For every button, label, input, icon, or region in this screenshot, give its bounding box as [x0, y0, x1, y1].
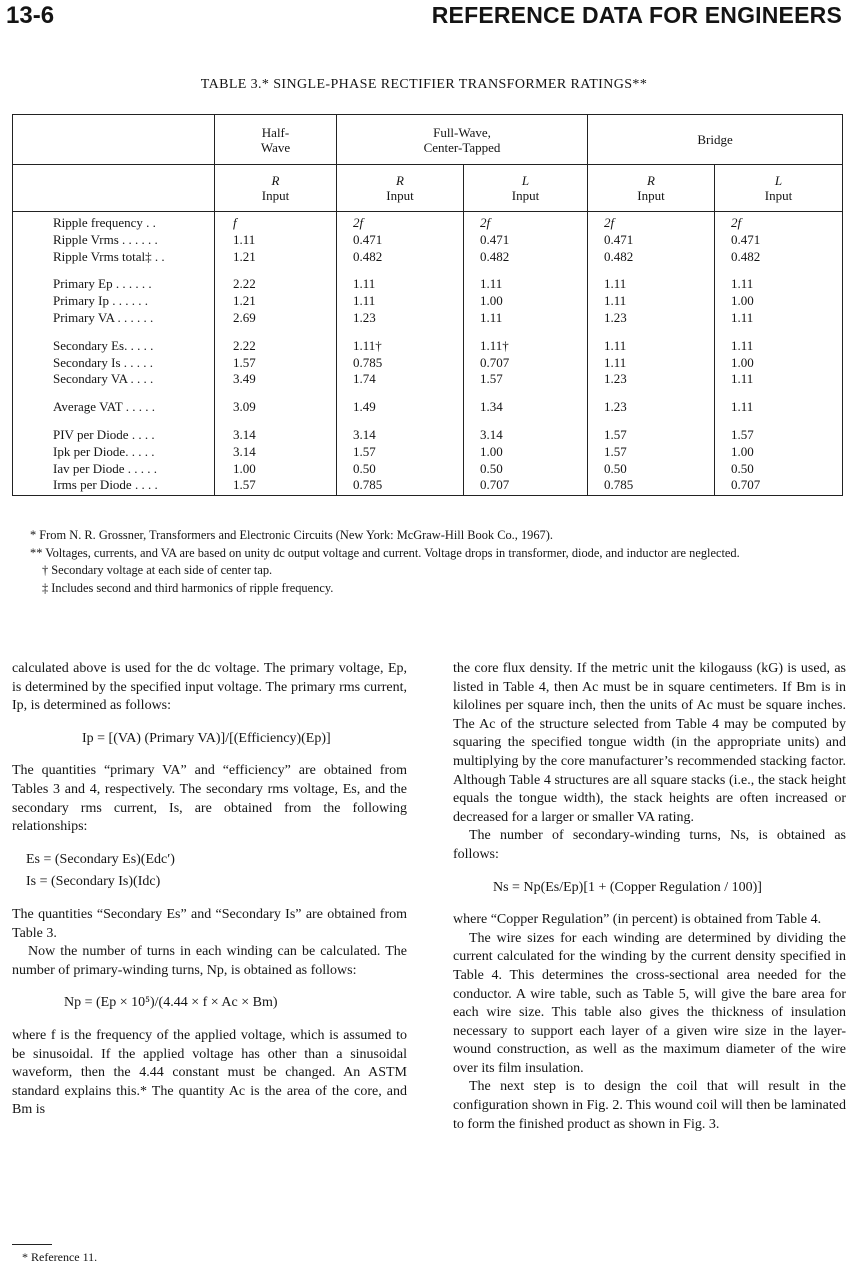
- table-cell: 1.57: [464, 371, 588, 388]
- table-cell: 1.00: [715, 293, 843, 310]
- equation: Ns = Np(Es/Ep)[1 + (Copper Regulation / 100)]: [493, 879, 762, 895]
- row-label: Iav per Diode . . . . .: [13, 461, 215, 478]
- left-column: [12, 660, 407, 1120]
- column-header-letter: R: [271, 173, 280, 188]
- table-footnotes: [12, 527, 842, 597]
- table-cell: 2f: [337, 212, 464, 232]
- table-cell: 0.482: [464, 249, 588, 266]
- page-header: [6, 2, 842, 38]
- table-row: [13, 427, 843, 444]
- table-cell: 0.50: [588, 461, 715, 478]
- table-cell: 0.50: [337, 461, 464, 478]
- row-label: Ripple Vrms total‡ . .: [13, 249, 215, 266]
- table-row: [13, 293, 843, 310]
- table-row: [13, 276, 843, 293]
- table-cell: 3.49: [215, 371, 337, 388]
- footnote-divider: [12, 1244, 52, 1245]
- table-cell: 1.57: [715, 427, 843, 444]
- row-label: Average VAT . . . . .: [13, 399, 215, 416]
- column-header-letter: L: [774, 173, 783, 188]
- row-label: Ripple Vrms . . . . . .: [13, 232, 215, 249]
- paragraph: The next step is to design the coil that will result in the configuration shown in Fig. 2. This wound coil will then be laminated to form the finished product as shown in Fig. 3.: [453, 1079, 846, 1132]
- table-cell: 1.00: [464, 293, 588, 310]
- row-label: Secondary Es. . . . .: [13, 338, 215, 355]
- table-row: [13, 355, 843, 372]
- table-cell: 1.57: [337, 444, 464, 461]
- row-label: Ripple frequency . .: [13, 212, 215, 232]
- column-header: [337, 165, 464, 212]
- table-cell: 3.14: [215, 427, 337, 444]
- paragraph: The number of secondary-winding turns, Ns, is obtained as follows:: [453, 828, 846, 862]
- right-column: [453, 660, 846, 1134]
- table-cell: 0.471: [588, 232, 715, 249]
- paragraph: the core flux density. If the metric unit the kilogauss (kG) is used, as listed in Table 4, then Ac must be in square centimeters. If Bm is in kilolines per square inch, then the units of Ac must be square inches. The Ac of the structure selected from Table 4 may be computed by squaring the specified tongue width (in the appropriate units) and multiplying by the core manufacturer’s recommended stacking factor. Although Table 4 structures are all square stacks (i.e., the stack height equals the tongue width), the stack heights are often increased or decreased for a larger or smaller VA rating.: [453, 661, 846, 825]
- table-cell: 0.482: [588, 249, 715, 266]
- paragraph: The quantities “primary VA” and “efficiency” are obtained from Tables 3 and 4, respectively. The secondary rms voltage, Es, and the secondary rms current, Is, are obtained from the following relationships:: [12, 763, 407, 835]
- group-header-bridge: Bridge: [588, 115, 843, 165]
- table-row: [13, 212, 843, 232]
- table-cell: 1.21: [215, 249, 337, 266]
- equation: Np = (Ep × 10⁵)/(4.44 × f × Ac × Bm): [64, 995, 278, 1011]
- table-cell: 2f: [715, 212, 843, 232]
- table-cell: 1.34: [464, 399, 588, 416]
- table-cell: 3.14: [337, 427, 464, 444]
- table-cell: 3.14: [215, 444, 337, 461]
- column-header-word: Input: [511, 188, 540, 203]
- table-cell: 1.11: [715, 399, 843, 416]
- row-label: Secondary Is . . . . .: [13, 355, 215, 372]
- table-cell: 3.09: [215, 399, 337, 416]
- table-row: [13, 477, 843, 495]
- paragraph: The quantities “Secondary Es” and “Secondary Is” are obtained from Table 3.: [12, 906, 407, 941]
- table-cell: 1.11: [715, 338, 843, 355]
- group-spacer: [13, 416, 843, 427]
- table-cell: 1.00: [215, 461, 337, 478]
- footnote: * From N. R. Grossner, Transformers and Electronic Circuits (New York: McGraw-Hill Book Co., 1967).: [30, 528, 553, 542]
- equation: Ip = [(VA) (Primary VA)]/[(Efficiency)(Ep)]: [82, 730, 331, 746]
- column-header-word: Input: [637, 188, 665, 203]
- equation: Es = (Secondary Es)(Edc′): [26, 851, 175, 867]
- group-spacer: [13, 327, 843, 338]
- table-cell: 1.11: [715, 276, 843, 293]
- table-row: [13, 310, 843, 327]
- table-cell: 1.11: [715, 371, 843, 388]
- table-cell: 0.785: [337, 355, 464, 372]
- table-cell: 1.11: [464, 276, 588, 293]
- table-cell: 1.11: [215, 232, 337, 249]
- table-cell: 1.11: [588, 276, 715, 293]
- row-label: Secondary VA . . . .: [13, 371, 215, 388]
- table-cell: 1.11: [337, 276, 464, 293]
- column-header-word: Input: [764, 188, 793, 203]
- table-cell: 0.482: [715, 249, 843, 266]
- paragraph: The wire sizes for each winding are determined by dividing the current calculated for the winding by the current density specified in Table 4. This determines the cross-sectional area needed for the conductor. A wire table, such as Table 5, will give the bare area for each wire size. This table also gives the thickness of insulation necessary to support each layer of a given wire size in the layer-wound construction, as well as the maximum diameter of the wire over its film insulation.: [453, 930, 846, 1076]
- table-cell: 3.14: [464, 427, 588, 444]
- table-cell: 0.471: [337, 232, 464, 249]
- table-cell: 1.57: [588, 427, 715, 444]
- row-label: Primary Ep . . . . . .: [13, 276, 215, 293]
- table-row: [13, 249, 843, 266]
- running-title: REFERENCE DATA FOR ENGINEERS: [431, 2, 842, 28]
- table-cell: 1.57: [215, 355, 337, 372]
- column-header: [464, 165, 588, 212]
- column-header: [588, 165, 715, 212]
- table-row: [13, 338, 843, 355]
- group-header-full-wave: Full-Wave, Center-Tapped: [337, 115, 588, 165]
- table-cell: 1.23: [588, 399, 715, 416]
- table-cell: 0.707: [464, 355, 588, 372]
- stub-header: [13, 115, 215, 165]
- table-cell: 0.785: [588, 477, 715, 495]
- paragraph: Now the number of turns in each winding can be calculated. The number of primary-winding turns, Np, is obtained as follows:: [12, 944, 407, 978]
- row-label: PIV per Diode . . . .: [13, 427, 215, 444]
- column-header-word: Input: [261, 188, 290, 203]
- footnote: ‡ Includes second and third harmonics of ripple frequency.: [42, 580, 334, 595]
- table-row: [13, 399, 843, 416]
- table-cell: 0.785: [337, 477, 464, 495]
- group-header-half-wave: Half- Wave: [215, 115, 337, 165]
- table-cell: 2.22: [215, 276, 337, 293]
- table-cell: 2.69: [215, 310, 337, 327]
- rectifier-ratings-table: [12, 114, 843, 496]
- row-label: Primary Ip . . . . . .: [13, 293, 215, 310]
- table-row: [13, 371, 843, 388]
- table-cell: 0.707: [464, 477, 588, 495]
- table-row: [13, 461, 843, 478]
- table-cell: 1.23: [588, 310, 715, 327]
- column-header-letter: R: [647, 173, 655, 188]
- table-cell: 1.00: [715, 444, 843, 461]
- table-cell: 0.471: [715, 232, 843, 249]
- column-header-letter: L: [521, 173, 530, 188]
- paragraph: calculated above is used for the dc voltage. The primary voltage, Ep, is determined by the specified input voltage. The primary rms current, Ip, is determined as follows:: [12, 661, 407, 714]
- table-cell: 1.49: [337, 399, 464, 416]
- table-cell: 1.23: [337, 310, 464, 327]
- group-spacer: [13, 388, 843, 399]
- table-cell: 1.11: [588, 338, 715, 355]
- table-cell: 2f: [464, 212, 588, 232]
- row-label: Primary VA . . . . . .: [13, 310, 215, 327]
- table-cell: 1.00: [464, 444, 588, 461]
- table-cell: 1.11: [588, 355, 715, 372]
- table-cell: 1.23: [588, 371, 715, 388]
- equation: Is = (Secondary Is)(Idc): [26, 874, 161, 890]
- table-row: [13, 232, 843, 249]
- row-label: Ipk per Diode. . . . .: [13, 444, 215, 461]
- table-cell: 1.00: [715, 355, 843, 372]
- paragraph: where f is the frequency of the applied voltage, which is assumed to be sinusoidal. If the applied voltage has other than a sinusoidal waveform, then the 4.44 constant must be changed. An ASTM standard explains this.* The quantity Ac is the area of the core, and Bm is: [12, 1027, 407, 1118]
- table-cell: 0.707: [715, 477, 843, 495]
- table-cell: 0.471: [464, 232, 588, 249]
- table-cell: 1.57: [215, 477, 337, 495]
- table-cell: 2.22: [215, 338, 337, 355]
- column-header-letter: R: [396, 173, 404, 188]
- table-cell: 1.21: [215, 293, 337, 310]
- table-cell: 1.57: [588, 444, 715, 461]
- table-cell: 1.74: [337, 371, 464, 388]
- footnote: † Secondary voltage at each side of center tap.: [42, 563, 273, 577]
- table-cell: 0.50: [715, 461, 843, 478]
- table-title: TABLE 3.* SINGLE-PHASE RECTIFIER TRANSFORMER RATINGS**: [200, 77, 648, 92]
- group-spacer: [13, 265, 843, 276]
- table-row: [13, 444, 843, 461]
- table-cell: 0.50: [464, 461, 588, 478]
- page-number: 13-6: [6, 2, 55, 29]
- table-cell: 1.11†: [464, 338, 588, 355]
- table-cell: 1.11: [588, 293, 715, 310]
- table-cell: 1.11†: [337, 338, 464, 355]
- table-cell: 1.11: [715, 310, 843, 327]
- column-header-word: Input: [386, 188, 414, 203]
- table-cell: 2f: [588, 212, 715, 232]
- paragraph: where “Copper Regulation” (in percent) is obtained from Table 4.: [453, 912, 822, 928]
- table-cell: 0.482: [337, 249, 464, 266]
- column-header: [715, 165, 843, 212]
- page-footnote: * Reference 11.: [22, 1250, 98, 1264]
- table-cell: f: [215, 212, 337, 232]
- table-cell: 1.11: [337, 293, 464, 310]
- table-cell: 1.11: [464, 310, 588, 327]
- column-header: [215, 165, 337, 212]
- footnote: ** Voltages, currents, and VA are based on unity dc output voltage and current. Voltage drops in transformer, diode, and inductor are neglected.: [30, 545, 740, 560]
- row-label: Irms per Diode . . . .: [13, 477, 215, 495]
